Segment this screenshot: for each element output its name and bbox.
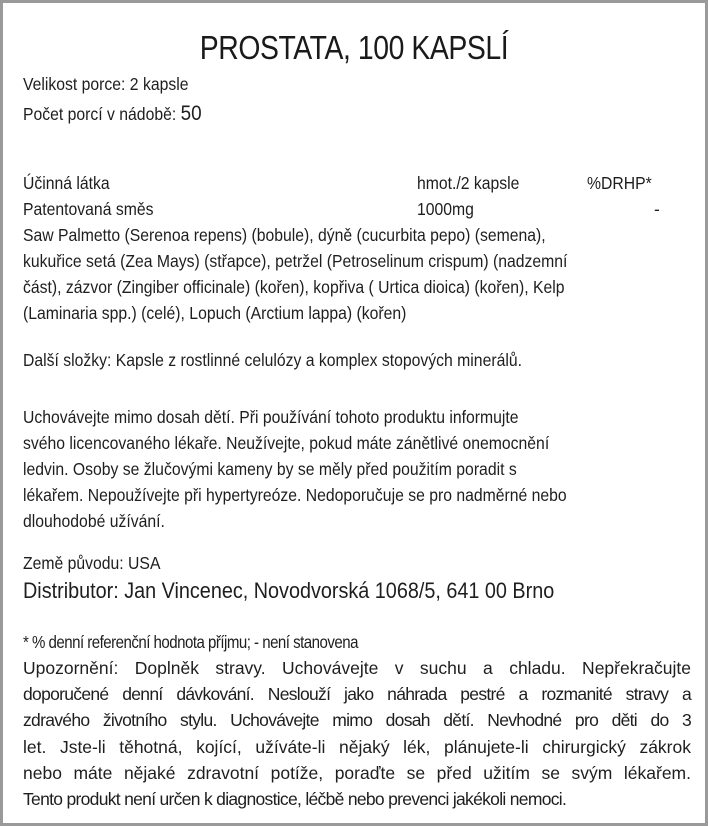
product-title: PROSTATA, 100 KAPSLÍ [199, 29, 509, 66]
blend-line: kukuřice setá (Zea Mays) (střapce), petržel (Petroselinum crispum) (nadzemní [23, 251, 568, 271]
blend-amount: 1000mg [417, 199, 474, 219]
serving-size: Velikost porce: 2 kapsle [23, 74, 189, 94]
blend-drhp: - [654, 199, 660, 219]
header-active-ingredient: Účinná látka [23, 173, 110, 193]
warning-line: nebo máte nějaké zdravotní potíže, poraďte se před užitím se svým lékařem. [23, 762, 691, 783]
servings-label: Počet porcí v nádobě: [23, 104, 181, 124]
other-ingredients: Další složky: Kapsle z rostlinné celulózy a komplex stopových minerálů. [23, 350, 522, 370]
blend-line: (Laminaria spp.) (celé), Lopuch (Arctium lappa) (kořen) [23, 303, 407, 323]
warning-line: zdravého životního stylu. Uchovávejte mimo dosah dětí. Nevhodné pro děti do 3 [23, 710, 691, 731]
distributor: Distributor: Jan Vincenec, Novodvorská 1068/5, 641 00 Brno [23, 578, 555, 603]
precaution-line: lékařem. Nepoužívejte při hypertyreóze. Nedoporučuje se pro nadměrné nebo [23, 485, 567, 505]
precaution-line: dlouhodobé užívání. [23, 511, 165, 531]
warning-line: doporučené denní dávkování. Neslouží jako náhrada pestré a rozmanité stravy a [23, 684, 691, 705]
header-amount: hmot./2 kapsle [417, 173, 520, 193]
warning-line: Tento produkt není určen k diagnostice, léčbě nebo prevenci jakékoli nemoci. [23, 789, 567, 810]
blend-name: Patentovaná směs [23, 199, 154, 219]
blend-line: část), zázvor (Zingiber officinale) (kořen), kopřiva ( Urtica dioica) (kořen), Kelp [23, 277, 565, 297]
servings-per-container [23, 102, 202, 126]
warning-line: let. Jste-li těhotná, kojící, užíváte-li nějaký lék, plánujete-li chirurgický zákrok [23, 736, 691, 757]
servings-count: 50 [180, 102, 202, 125]
precaution-line: ledvin. Osoby se žlučovými kameny by se měly před použitím poradit s [23, 459, 517, 479]
blend-ingredients [23, 222, 694, 326]
precautions [23, 404, 694, 534]
header-drhp: %DRHP* [587, 173, 652, 193]
blend-line: Saw Palmetto (Serenoa repens) (bobule), dýně (cucurbita pepo) (semena), [23, 225, 546, 245]
warning-line: Upozornění: Doplněk stravy. Uchovávejte v suchu a chladu. Nepřekračujte [23, 658, 691, 678]
footnote: * % denní referenční hodnota příjmu; - není stanovena [23, 632, 358, 652]
country-of-origin: Země původu: USA [23, 553, 161, 573]
precaution-line: svého licencovaného lékaře. Neužívejte, pokud máte zánětlivé onemocnění [23, 433, 550, 453]
precaution-line: Uchovávejte mimo dosah dětí. Při používání tohoto produktu informujte [23, 407, 519, 427]
warning-text [23, 655, 691, 812]
